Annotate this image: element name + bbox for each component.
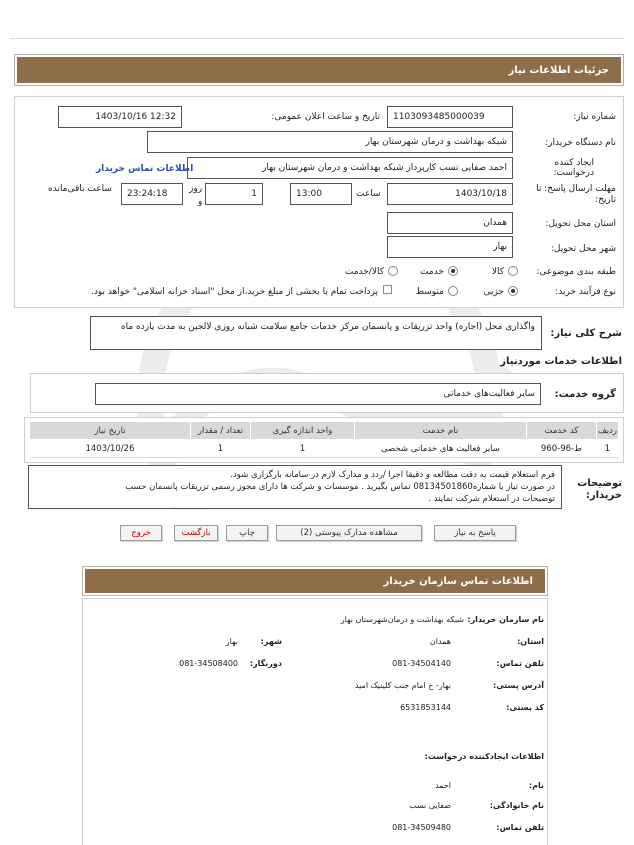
attachments-button[interactable]: مشاهده مدارک پیوستی (2) [276,525,422,541]
deadline-date-field: 1403/10/18 [387,183,513,205]
need-number-field: 1103093485000039 [387,106,513,128]
buyer-org-field: شبکه بهداشت و درمان شهرستان بهار [147,131,513,153]
city-label: شهر محل تحویل: [550,244,616,254]
process-label: نوع فرآیند خرید: [555,287,616,297]
page-header [17,57,621,83]
announce-date-field: 1403/10/16 12:32 [58,106,182,128]
contact-org-label: نام سازمان خریدار: [467,615,544,624]
cell-service-name: سایر فعالیت های خدماتی شخصی [354,440,526,458]
contact-phone-label: تلفن تماس: [496,659,544,668]
services-table-panel [24,417,624,463]
treasury-payment-note: پرداخت تمام یا بخشی از مبلغ خرید،از محل "اسناد خزانه اسلامی" خواهد بود. [90,287,378,297]
table-row [30,440,619,458]
process-small-label: جزیی [483,287,504,297]
header-bar-frame [14,54,624,86]
contact-address-label: آدرس پستی: [493,681,544,690]
contact-fax-value: 081-34508400 [179,659,238,668]
cell-quantity: 1 [190,440,250,458]
service-group-field: سایر فعالیت‌های خدماتی [95,383,541,405]
reply-button[interactable]: پاسخ به نیاز [434,525,516,541]
category-service-radio[interactable] [448,266,458,277]
city-field: بهار [387,236,513,258]
contact-header-frame [82,566,548,596]
buyer-notes-box [28,465,562,509]
contact-province-value: همدان [429,637,451,646]
category-both-radio[interactable] [388,266,398,277]
category-both-label: کالا/خدمت [344,267,384,277]
deadline-label-line2: تاریخ: [595,195,616,205]
buyer-notes-label-line2: خریدار: [585,490,622,501]
buyer-contact-link[interactable]: اطلاعات تماس خریدار [96,164,194,174]
contact-city-value: بهار [225,637,238,646]
deadline-label-line1: مهلت ارسال پاسخ: تا [536,184,616,194]
contact-panel [82,598,548,845]
buyer-notes-label-line1: توضیحات [577,478,622,489]
creator-last-name-label: نام خانوادگی: [489,801,544,810]
buyer-notes-line2: در صورت نیاز با شماره08134501860 تماس بگیرید . موسسات و شرکت ها دارای مجوز رسمی تزریقات پانسمان حسب [125,482,555,492]
cell-need-date: 1403/10/26 [30,440,191,458]
creator-label-line1: ایجاد کننده [554,158,594,168]
contact-fax-label: دورنگار: [249,659,282,668]
contact-title: اطلاعات تماس سازمان خریدار [383,575,533,587]
contact-city-label: شهر: [260,637,282,646]
treasury-checkbox[interactable] [383,285,392,295]
process-small-radio[interactable] [508,286,518,297]
remaining-time-field: 23:24:18 [121,183,183,205]
col-need-date: تاریخ نیاز [30,422,191,440]
service-group-label: گروه خدمت: [554,389,616,400]
cell-row: 1 [596,440,618,458]
exit-button[interactable]: خروج [120,525,162,541]
top-divider [10,38,624,39]
province-field: همدان [387,212,513,234]
col-service-code: کد خدمت [526,422,596,440]
summary-label: شرح کلی نیاز: [550,328,622,339]
summary-box: واگذاری محل (اجاره) واحد تزریقات و پانسمان مرکز خدمات جامع سلامت شبانه روزی لالجین به مدت یازده ماه [90,316,542,350]
buyer-notes-line3: توضیحات در استعلام شرکت نمایند . [428,494,555,504]
back-button[interactable]: بازگشت [174,525,218,541]
col-quantity: تعداد / مقدار [190,422,250,440]
deadline-time-label: ساعت [356,189,381,199]
remaining-time-label: ساعت باقی‌مانده [48,184,112,194]
contact-postal-label: کد پستی: [506,703,544,712]
cell-service-code: ط-96-960 [526,440,596,458]
province-label: استان محل تحویل: [545,219,616,229]
contact-phone-value: 081-34504140 [392,659,451,668]
creator-phone-label: تلفن تماس: [496,823,544,832]
services-table-header [30,422,619,440]
col-row: ردیف [596,422,618,440]
creator-label-line2: درخواست: [553,168,594,178]
print-button[interactable]: چاپ [226,525,268,541]
process-medium-radio[interactable] [448,286,458,297]
creator-phone-value: 081-34509480 [392,823,451,832]
cell-unit: 1 [250,440,354,458]
category-goods-label: کالا [491,267,504,277]
buyer-org-label: نام دستگاه خریدار: [545,138,616,148]
contact-postal-value: 6531853144 [400,703,451,712]
creator-info-title: اطلاعات ایجادکننده درخواست: [424,752,544,761]
process-medium-label: متوسط [415,287,444,297]
announce-date-label: تاریخ و ساعت اعلان عمومی: [271,112,380,122]
need-number-label: شماره نیاز: [573,112,616,122]
col-unit: واحد اندازه گیری [250,422,354,440]
creator-last-name-value: صفایی نسب [409,801,451,810]
buyer-notes-line1: فرم استعلام قیمت به دقت مطالعه و دقیقا اجرا /ردد و مدارک لازم در سامانه بارگزاری شود. [230,470,555,480]
contact-address-value: بهار- خ امام جنب کلینیک امید [354,681,451,690]
category-service-label: خدمت [420,267,444,277]
page-title: جزئیات اطلاعات نیاز [508,64,609,76]
creator-field: احمد صفایی نسب کارپرداز شبکه بهداشت و درمان شهرستان بهار [187,157,513,179]
deadline-time-field: 13:00 [290,183,352,205]
services-table [29,421,619,458]
contact-org-value: شبکه بهداشت و درمان‌شهرستان بهار [340,615,464,624]
days-label: روز [189,184,203,194]
category-label: طبقه بندی موضوعی: [536,267,616,277]
services-section-title: اطلاعات خدمات موردنیاز [500,356,622,367]
days-remaining-field: 1 [205,183,263,205]
creator-first-name-value: احمد [435,781,451,790]
category-goods-radio[interactable] [508,266,518,277]
and-label: و [198,197,203,207]
contact-header [85,569,545,593]
creator-first-name-label: نام: [528,781,544,790]
contact-province-label: استان: [517,637,544,646]
col-service-name: نام خدمت [354,422,526,440]
